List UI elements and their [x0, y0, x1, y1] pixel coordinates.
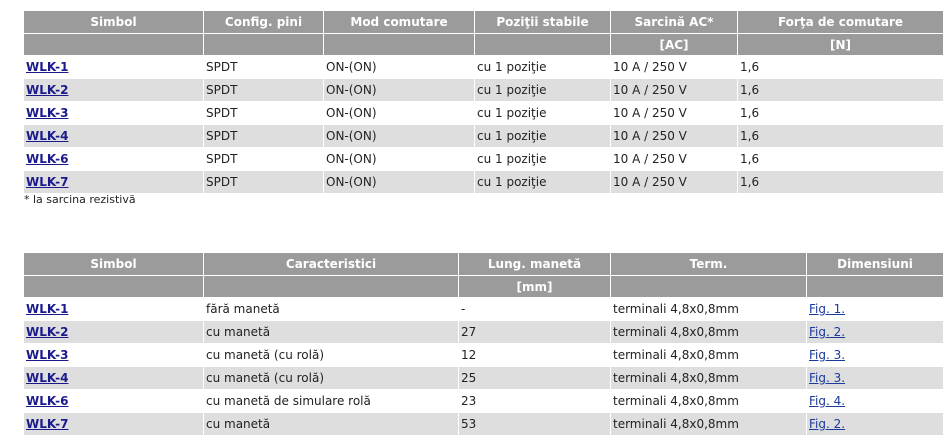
dim-cell [807, 344, 943, 367]
table-row [24, 102, 943, 125]
symbol-cell [24, 367, 204, 390]
unit-pin-config [204, 34, 324, 56]
header-symbol: Simbol [24, 11, 204, 34]
table-row [24, 56, 943, 79]
table-row [24, 367, 943, 390]
positions-cell: cu 1 poziţie [475, 125, 611, 148]
term-cell: terminali 4,8x0,8mm [611, 298, 807, 321]
variants-table [24, 253, 943, 436]
config-cell: SPDT [204, 79, 324, 102]
load-cell: 10 A / 250 V [611, 148, 738, 171]
length-cell: 25 [459, 367, 611, 390]
table-row [24, 344, 943, 367]
symbol-cell [24, 298, 204, 321]
symbol-link[interactable]: WLK-6 [26, 152, 69, 166]
config-cell: SPDT [204, 171, 324, 194]
load-cell: 10 A / 250 V [611, 56, 738, 79]
table-row [24, 171, 943, 194]
symbol-link[interactable]: WLK-7 [26, 175, 69, 189]
footnote: * la sarcina rezistivă [24, 193, 136, 206]
symbol-link[interactable]: WLK-2 [26, 83, 69, 97]
load-cell: 10 A / 250 V [611, 79, 738, 102]
dim-cell [807, 367, 943, 390]
header-stable-positions: Poziţii stabile [475, 11, 611, 34]
mode-cell: ON-(ON) [324, 148, 475, 171]
switch-specs-table [24, 11, 943, 194]
unit-symbol [24, 276, 204, 298]
symbol-cell [24, 148, 204, 171]
term-cell: terminali 4,8x0,8mm [611, 321, 807, 344]
config-cell: SPDT [204, 102, 324, 125]
dim-cell [807, 390, 943, 413]
specs-header-row [24, 11, 943, 34]
symbol-link[interactable]: WLK-3 [26, 106, 69, 120]
term-cell: terminali 4,8x0,8mm [611, 390, 807, 413]
load-cell: 10 A / 250 V [611, 171, 738, 194]
config-cell: SPDT [204, 148, 324, 171]
length-cell: 23 [459, 390, 611, 413]
feature-cell: cu manetă (cu rolă) [204, 367, 459, 390]
header-switch-mode: Mod comutare [324, 11, 475, 34]
force-cell: 1,6 [738, 102, 943, 125]
figure-link[interactable]: Fig. 2. [809, 325, 846, 339]
config-cell: SPDT [204, 125, 324, 148]
mode-cell: ON-(ON) [324, 102, 475, 125]
force-cell: 1,6 [738, 56, 943, 79]
symbol-link[interactable]: WLK-3 [26, 348, 69, 362]
table-row [24, 148, 943, 171]
force-cell: 1,6 [738, 79, 943, 102]
figure-link[interactable]: Fig. 1. [809, 302, 846, 316]
feature-cell: cu manetă de simulare rolă [204, 390, 459, 413]
length-cell: 12 [459, 344, 611, 367]
table-row [24, 298, 943, 321]
feature-cell: cu manetă [204, 413, 459, 436]
symbol-link[interactable]: WLK-1 [26, 302, 69, 316]
feature-cell: cu manetă [204, 321, 459, 344]
symbol-link[interactable]: WLK-1 [26, 60, 69, 74]
mode-cell: ON-(ON) [324, 171, 475, 194]
header-switching-force: Forţa de comutare [738, 11, 943, 34]
symbol-link[interactable]: WLK-7 [26, 417, 69, 431]
figure-link[interactable]: Fig. 4. [809, 394, 846, 408]
header-pin-config: Config. pini [204, 11, 324, 34]
load-cell: 10 A / 250 V [611, 125, 738, 148]
mode-cell: ON-(ON) [324, 79, 475, 102]
term-cell: terminali 4,8x0,8mm [611, 413, 807, 436]
symbol-cell [24, 413, 204, 436]
feature-cell: cu manetă (cu rolă) [204, 344, 459, 367]
term-cell: terminali 4,8x0,8mm [611, 367, 807, 390]
unit-switching-force: [N] [738, 34, 943, 56]
header-lever-length: Lung. manetă [459, 253, 611, 276]
header-terminals: Term. [611, 253, 807, 276]
symbol-cell [24, 321, 204, 344]
table-row [24, 321, 943, 344]
load-cell: 10 A / 250 V [611, 102, 738, 125]
figure-link[interactable]: Fig. 3. [809, 371, 846, 385]
term-cell: terminali 4,8x0,8mm [611, 344, 807, 367]
symbol-cell [24, 56, 204, 79]
table-row [24, 390, 943, 413]
length-cell: - [459, 298, 611, 321]
unit-terminals [611, 276, 807, 298]
specs-units-row [24, 34, 943, 56]
unit-dimensions [807, 276, 943, 298]
figure-link[interactable]: Fig. 2. [809, 417, 846, 431]
force-cell: 1,6 [738, 148, 943, 171]
symbol-link[interactable]: WLK-6 [26, 394, 69, 408]
figure-link[interactable]: Fig. 3. [809, 348, 846, 362]
unit-features [204, 276, 459, 298]
unit-symbol [24, 34, 204, 56]
symbol-link[interactable]: WLK-4 [26, 371, 69, 385]
mode-cell: ON-(ON) [324, 56, 475, 79]
symbol-link[interactable]: WLK-2 [26, 325, 69, 339]
unit-switch-mode [324, 34, 475, 56]
dim-cell [807, 413, 943, 436]
unit-ac-load: [AC] [611, 34, 738, 56]
symbol-cell [24, 344, 204, 367]
force-cell: 1,6 [738, 125, 943, 148]
dim-cell [807, 298, 943, 321]
symbol-cell [24, 102, 204, 125]
force-cell: 1,6 [738, 171, 943, 194]
symbol-cell [24, 125, 204, 148]
table-row [24, 413, 943, 436]
header-dimensions: Dimensiuni [807, 253, 943, 276]
positions-cell: cu 1 poziţie [475, 56, 611, 79]
length-cell: 27 [459, 321, 611, 344]
table-row [24, 79, 943, 102]
symbol-cell [24, 171, 204, 194]
variants-header-row [24, 253, 943, 276]
dim-cell [807, 321, 943, 344]
variants-units-row [24, 276, 943, 298]
positions-cell: cu 1 poziţie [475, 171, 611, 194]
unit-stable-positions [475, 34, 611, 56]
unit-lever-length: [mm] [459, 276, 611, 298]
header-features: Caracteristici [204, 253, 459, 276]
header-symbol: Simbol [24, 253, 204, 276]
length-cell: 53 [459, 413, 611, 436]
config-cell: SPDT [204, 56, 324, 79]
feature-cell: fără manetă [204, 298, 459, 321]
header-ac-load: Sarcină AC* [611, 11, 738, 34]
symbol-cell [24, 79, 204, 102]
symbol-link[interactable]: WLK-4 [26, 129, 69, 143]
positions-cell: cu 1 poziţie [475, 148, 611, 171]
mode-cell: ON-(ON) [324, 125, 475, 148]
positions-cell: cu 1 poziţie [475, 79, 611, 102]
table-row [24, 125, 943, 148]
symbol-cell [24, 390, 204, 413]
positions-cell: cu 1 poziţie [475, 102, 611, 125]
